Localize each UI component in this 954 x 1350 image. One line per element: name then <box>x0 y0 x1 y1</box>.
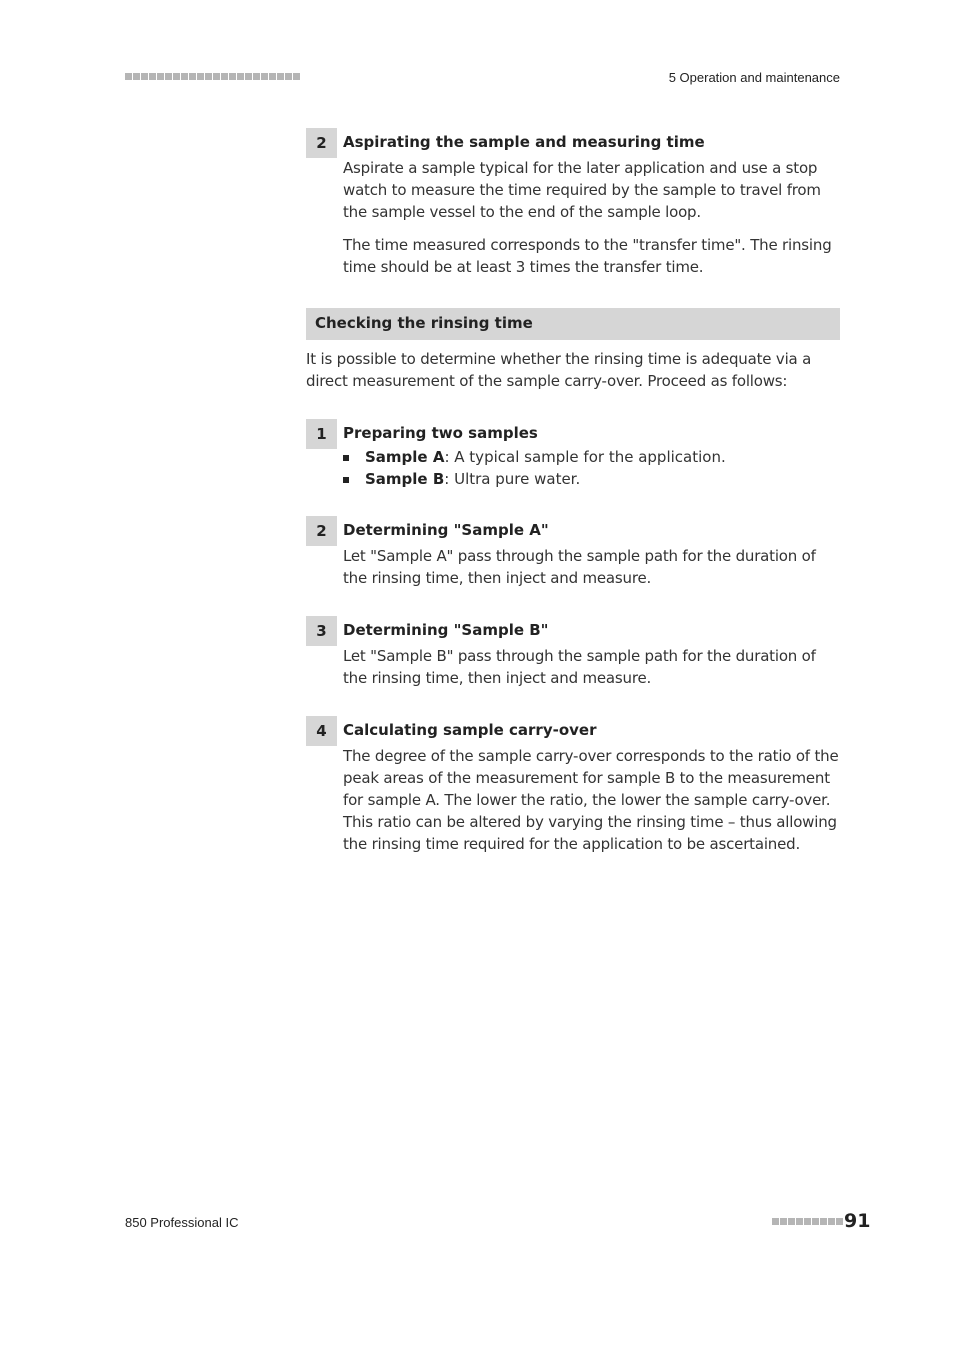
page-number: 91 <box>844 1210 871 1232</box>
product-name: 850 Professional IC <box>125 1215 239 1230</box>
step-number: 3 <box>306 616 337 646</box>
step-determining-b <box>306 616 840 689</box>
step-paragraph: Let "Sample B" pass through the sample path for the duration of the rinsing time, then inject and measure. <box>343 647 816 687</box>
step-title: Determining "Sample B" <box>343 621 549 639</box>
step-calculating <box>306 716 840 855</box>
step-paragraph: Let "Sample A" pass through the sample path for the duration of the rinsing time, then inject and measure. <box>343 547 816 587</box>
bullet-text: : Ultra pure water. <box>444 470 581 488</box>
step-paragraph: The degree of the sample carry-over corresponds to the ratio of the peak areas of the measurement for sample B to the measurement for sample A. The lower the ratio, the lower the sample carry-over. This ratio can be altered by varying the rinsing time – thus allowing the rinsing time required for the application to be ascertained. <box>343 747 839 853</box>
footer-decoration <box>772 1218 843 1225</box>
bullet-label: Sample B <box>365 470 445 488</box>
page-content <box>306 128 840 855</box>
step-determining-a <box>306 516 840 589</box>
step-number: 4 <box>306 716 337 746</box>
list-item <box>343 446 840 468</box>
step-paragraph: The time measured corresponds to the "transfer time". The rinsing time should be at least 3 times the transfer time. <box>343 236 832 276</box>
step-title: Preparing two samples <box>343 424 538 442</box>
step-preparing <box>306 419 840 490</box>
step-title: Aspirating the sample and measuring time <box>343 133 705 151</box>
bullet-text: : A typical sample for the application. <box>444 448 726 466</box>
step-title: Determining "Sample A" <box>343 521 549 539</box>
bullet-square-icon <box>343 477 349 483</box>
bullet-list <box>343 446 840 490</box>
header-decoration <box>125 73 300 81</box>
step-number: 2 <box>306 128 337 158</box>
list-item <box>343 468 840 490</box>
section-intro: It is possible to determine whether the rinsing time is adequate via a direct measurement of the sample carry-over. Proceed as follows: <box>306 350 812 390</box>
bullet-label: Sample A <box>365 448 445 466</box>
section-heading: Checking the rinsing time <box>306 308 840 340</box>
step-number: 2 <box>306 516 337 546</box>
step-aspirating <box>306 128 840 278</box>
chapter-header: 5 Operation and maintenance <box>668 70 840 85</box>
step-title: Calculating sample carry-over <box>343 721 597 739</box>
step-paragraph: Aspirate a sample typical for the later application and use a stop watch to measure the time required by the sample to travel from the sample vessel to the end of the sample loop. <box>343 159 821 221</box>
step-number: 1 <box>306 419 337 449</box>
bullet-square-icon <box>343 455 349 461</box>
